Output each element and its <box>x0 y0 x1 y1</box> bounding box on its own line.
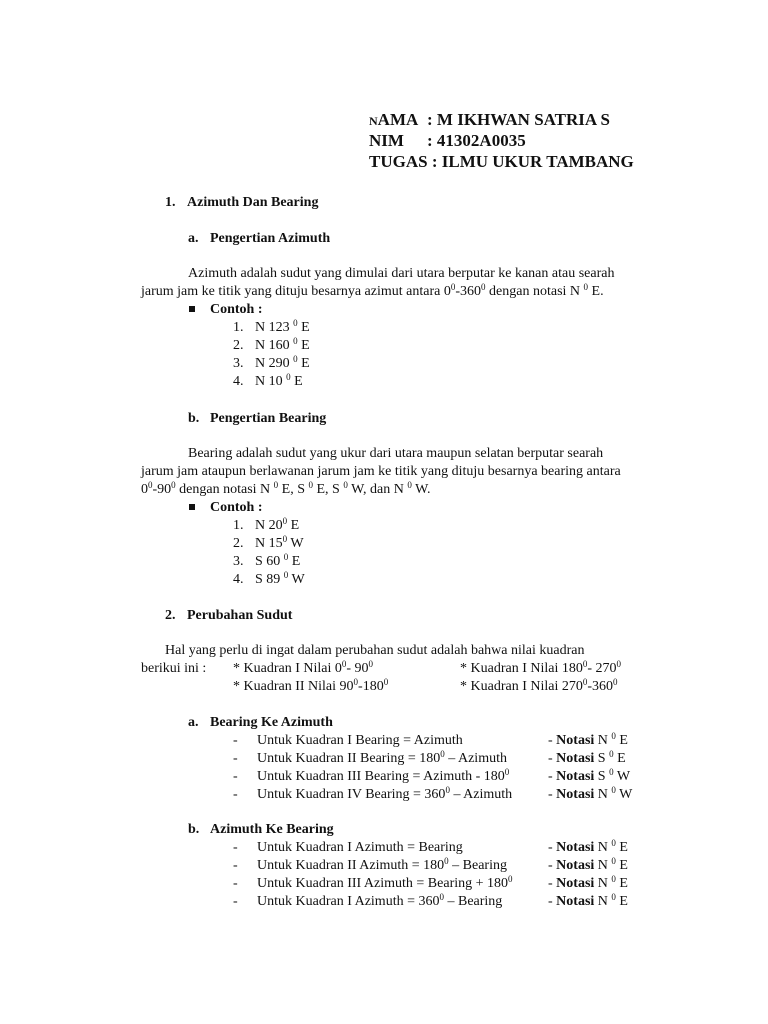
section1b-letter: b. <box>188 411 200 426</box>
tugas-value: : ILMU UKUR TAMBANG <box>431 152 634 171</box>
list-item-number: 1. <box>233 320 244 335</box>
list-item <box>233 517 305 535</box>
list-item-text: S 89 <box>255 572 284 587</box>
bearing-def-text: -90 <box>152 482 172 497</box>
list-item <box>233 750 512 768</box>
list-item <box>233 319 310 337</box>
list-item-text: N 290 <box>255 356 294 371</box>
degree-sup: 0 <box>171 480 176 490</box>
notasi-dash: - <box>548 894 557 909</box>
nama-value: : M IKHWAN SATRIA S <box>427 110 610 129</box>
azimuth-definition-line1: Azimuth adalah sudut yang dimulai dari utara berputar ke kanan atau searah <box>188 266 615 281</box>
section1b-title: Pengertian Bearing <box>210 411 327 426</box>
notasi-dash: - <box>548 840 557 855</box>
bearing-definition-line2: jarum jam ataupun berlawanan jarum jam ke titik yang dituju besarnya bearing antara <box>141 464 621 479</box>
dash-marker: - <box>233 769 238 784</box>
square-bullet-icon <box>189 306 195 312</box>
notasi-end: E <box>615 876 628 891</box>
rule-text: – Bearing <box>443 894 503 909</box>
notasi-item <box>548 875 628 893</box>
bearing-definition-line3 <box>141 481 431 499</box>
degree-sup: 0 <box>450 282 456 292</box>
degree-sup: 0 <box>582 659 588 669</box>
quadrant-1-range <box>233 660 373 678</box>
list-item-text: N 20 <box>255 518 283 533</box>
degree-sup: 0 <box>481 282 486 292</box>
notasi-dir: N <box>597 858 612 873</box>
degree-sup: 0 <box>439 892 444 902</box>
degree-sup: 0 <box>286 372 291 382</box>
quadrant-4-range <box>460 678 618 696</box>
quadrant-3-range <box>460 660 621 678</box>
degree-sup: 0 <box>440 749 445 759</box>
notasi-dash: - <box>548 751 557 766</box>
list-item-dir: E <box>290 374 303 389</box>
quadrant-text: -180 <box>358 679 384 694</box>
list-item <box>233 373 310 391</box>
notasi-item <box>548 893 628 911</box>
degree-sup: 0 <box>293 336 298 346</box>
section2a-heading <box>188 714 333 732</box>
dash-marker: - <box>233 858 238 873</box>
section1a-letter: a. <box>188 231 199 246</box>
nim-row <box>369 130 634 151</box>
list-item-dir: W <box>288 572 305 587</box>
notasi-label: Notasi <box>556 840 595 855</box>
list-item-dir: E <box>288 554 301 569</box>
notasi-label: Notasi <box>556 858 595 873</box>
list-item-number: 4. <box>233 374 244 389</box>
nama-label-initial: N <box>369 114 378 128</box>
degree-sup: 0 <box>308 480 313 490</box>
bearing-def-text: W, dan N <box>347 482 408 497</box>
degree-sup: 0 <box>282 516 288 526</box>
rule-text: Untuk Kuadran III Bearing = Azimuth - 180 <box>257 769 505 784</box>
section2b-heading <box>188 821 334 839</box>
degree-sup: 0 <box>148 480 153 490</box>
square-bullet-icon <box>189 504 195 510</box>
notasi-dash: - <box>548 733 557 748</box>
degree-sup: 0 <box>504 767 510 777</box>
dash-marker: - <box>233 876 238 891</box>
degree-sup: 0 <box>273 480 279 490</box>
list-item <box>233 839 513 857</box>
list-item-dir: E <box>287 518 300 533</box>
degree-sup: 0 <box>611 838 616 848</box>
bearing-def-text: E, S <box>278 482 309 497</box>
section2b-title: Azimuth Ke Bearing <box>210 822 334 837</box>
notasi-dash: - <box>548 876 557 891</box>
azimuth-to-bearing-list <box>233 839 513 911</box>
notasi-dash: - <box>548 858 557 873</box>
degree-sup: 0 <box>609 767 614 777</box>
quadrant-text: * Kuadran I Nilai 0 <box>233 661 342 676</box>
bearing-example-list <box>233 517 305 589</box>
quadrant-2-range <box>233 678 388 696</box>
rule-text: – Azimuth <box>449 787 513 802</box>
section1-heading <box>165 194 318 212</box>
list-item <box>233 893 513 911</box>
degree-sup: 0 <box>611 785 616 795</box>
list-item-dir: E <box>297 338 310 353</box>
dash-marker: - <box>233 840 238 855</box>
degree-sup: 0 <box>611 731 616 741</box>
dash-marker: - <box>233 733 238 748</box>
bearing-definition-line1: Bearing adalah sudut yang ukur dari utara maupun selatan berputar searah <box>188 446 604 461</box>
degree-sup: 0 <box>341 659 347 669</box>
notasi-end: E <box>615 858 628 873</box>
rule-text: Untuk Kuadran IV Bearing = 360 <box>257 787 446 802</box>
rule-text: Untuk Kuadran III Azimuth = Bearing + 180 <box>257 876 509 891</box>
section1a-title: Pengertian Azimuth <box>210 231 331 246</box>
section1b-heading <box>188 410 326 428</box>
notasi-item <box>548 786 632 804</box>
bearing-to-azimuth-notasi <box>548 732 632 804</box>
rule-text: Untuk Kuadran I Azimuth = Bearing <box>257 840 463 855</box>
list-item-text: N 10 <box>255 374 287 389</box>
quadrant-text: -360 <box>587 679 614 694</box>
list-item-dir: E <box>297 356 310 371</box>
tugas-row <box>369 151 634 172</box>
rule-text: Untuk Kuadran II Bearing = 180 <box>257 751 441 766</box>
student-header <box>369 109 634 172</box>
list-item-number: 4. <box>233 572 244 587</box>
degree-sup: 0 <box>353 677 359 687</box>
degree-sup: 0 <box>616 659 622 669</box>
list-item <box>233 553 305 571</box>
notasi-dir: N <box>597 894 612 909</box>
rule-text: – Bearing <box>448 858 507 873</box>
azimuth-def-text-d: E. <box>588 284 604 299</box>
section2-heading <box>165 607 292 625</box>
notasi-dash: - <box>548 787 557 802</box>
notasi-dash: - <box>548 769 557 784</box>
degree-sup: 0 <box>582 677 588 687</box>
degree-sup: 0 <box>583 282 589 292</box>
notasi-item <box>548 768 632 786</box>
notasi-dir: N <box>597 840 612 855</box>
notasi-end: E <box>613 751 626 766</box>
rule-text: – Azimuth <box>444 751 507 766</box>
notasi-label: Notasi <box>556 751 595 766</box>
nama-label-rest: AMA <box>377 110 419 129</box>
quadrant-text: * Kuadran I Nilai 180 <box>460 661 583 676</box>
degree-sup: 0 <box>293 354 298 364</box>
notasi-item <box>548 857 628 875</box>
dash-marker: - <box>233 894 238 909</box>
degree-sup: 0 <box>445 785 450 795</box>
azimuth-def-text-b: -360 <box>455 284 482 299</box>
degree-sup: 0 <box>293 318 298 328</box>
list-item <box>233 768 512 786</box>
list-item-number: 1. <box>233 518 244 533</box>
nama-row <box>369 109 634 130</box>
notasi-dir: N <box>597 876 612 891</box>
list-item-text: S 60 <box>255 554 284 569</box>
azimuth-contoh <box>189 301 263 319</box>
dash-marker: - <box>233 751 238 766</box>
list-item <box>233 732 512 750</box>
degree-sup: 0 <box>283 552 289 562</box>
list-item-number: 3. <box>233 356 244 371</box>
degree-sup: 0 <box>407 480 412 490</box>
section2a-title: Bearing Ke Azimuth <box>210 715 333 730</box>
notasi-end: E <box>615 894 628 909</box>
notasi-label: Notasi <box>556 769 595 784</box>
bearing-def-text: 0 <box>141 482 148 497</box>
azimuth-definition-line2 <box>141 283 604 301</box>
rule-text: Untuk Kuadran II Azimuth = 180 <box>257 858 445 873</box>
azimuth-def-text-c: dengan notasi N <box>485 284 584 299</box>
section2-number: 2. <box>165 608 176 623</box>
section1-number: 1. <box>165 195 176 210</box>
nim-value: : 41302A0035 <box>427 131 526 150</box>
quadrant-text: * Kuadran II Nilai 90 <box>233 679 354 694</box>
degree-sup: 0 <box>611 856 616 866</box>
degree-sup: 0 <box>611 892 616 902</box>
notasi-label: Notasi <box>556 787 595 802</box>
list-item-text: N 15 <box>255 536 283 551</box>
notasi-label: Notasi <box>556 876 595 891</box>
quadrant-intro-line2: berikui ini : <box>141 661 207 676</box>
rule-text: Untuk Kuadran I Bearing = Azimuth <box>257 733 463 748</box>
list-item-number: 2. <box>233 338 244 353</box>
section1a-heading <box>188 230 330 248</box>
azimuth-example-list <box>233 319 310 391</box>
contoh-label: Contoh : <box>210 500 263 515</box>
azimuth-to-bearing-notasi <box>548 839 628 911</box>
list-item <box>233 535 305 553</box>
notasi-label: Notasi <box>556 894 595 909</box>
list-item-number: 3. <box>233 554 244 569</box>
list-item-number: 2. <box>233 536 244 551</box>
bearing-to-azimuth-list <box>233 732 512 804</box>
notasi-end: W <box>615 787 633 802</box>
degree-sup: 0 <box>508 874 513 884</box>
quadrant-text: * Kuadran I Nilai 270 <box>460 679 583 694</box>
quadrant-text: - 270 <box>587 661 617 676</box>
list-item-dir: W <box>287 536 304 551</box>
degree-sup: 0 <box>611 874 616 884</box>
list-item-text: N 160 <box>255 338 294 353</box>
degree-sup: 0 <box>368 659 374 669</box>
notasi-end: E <box>615 733 628 748</box>
list-item <box>233 786 512 804</box>
degree-sup: 0 <box>613 677 618 687</box>
degree-sup: 0 <box>383 677 389 687</box>
nama-label <box>369 109 427 132</box>
list-item <box>233 875 513 893</box>
notasi-dir: N <box>597 733 612 748</box>
section2-title: Perubahan Sudut <box>187 608 293 623</box>
notasi-dir: S <box>597 751 610 766</box>
dash-marker: - <box>233 787 238 802</box>
degree-sup: 0 <box>444 856 449 866</box>
degree-sup: 0 <box>609 749 614 759</box>
degree-sup: 0 <box>282 534 288 544</box>
rule-text: Untuk Kuadran I Azimuth = 360 <box>257 894 440 909</box>
azimuth-def-text-a: jarum jam ke titik yang dituju besarnya azimut antara 0 <box>141 284 451 299</box>
list-item <box>233 355 310 373</box>
bearing-def-text: E, S <box>313 482 344 497</box>
bearing-def-text: W. <box>411 482 431 497</box>
section2a-letter: a. <box>188 715 199 730</box>
notasi-dir: S <box>597 769 610 784</box>
section1-title: Azimuth Dan Bearing <box>187 195 319 210</box>
notasi-item <box>548 750 632 768</box>
list-item-text: N 123 <box>255 320 294 335</box>
notasi-label: Notasi <box>556 733 595 748</box>
bearing-contoh <box>189 499 263 517</box>
notasi-dir: N <box>597 787 612 802</box>
tugas-label: TUGAS <box>369 152 428 171</box>
degree-sup: 0 <box>283 570 289 580</box>
list-item-dir: E <box>297 320 310 335</box>
nim-label: NIM <box>369 131 404 150</box>
notasi-item <box>548 732 632 750</box>
bearing-def-text: dengan notasi N <box>175 482 274 497</box>
degree-sup: 0 <box>343 480 348 490</box>
list-item <box>233 571 305 589</box>
contoh-label: Contoh : <box>210 302 263 317</box>
notasi-end: W <box>613 769 631 784</box>
section2b-letter: b. <box>188 822 200 837</box>
list-item <box>233 337 310 355</box>
quadrant-intro-line1: Hal yang perlu di ingat dalam perubahan sudut adalah bahwa nilai kuadran <box>165 643 585 658</box>
list-item <box>233 857 513 875</box>
notasi-end: E <box>615 840 628 855</box>
notasi-item <box>548 839 628 857</box>
quadrant-text: - 90 <box>346 661 369 676</box>
